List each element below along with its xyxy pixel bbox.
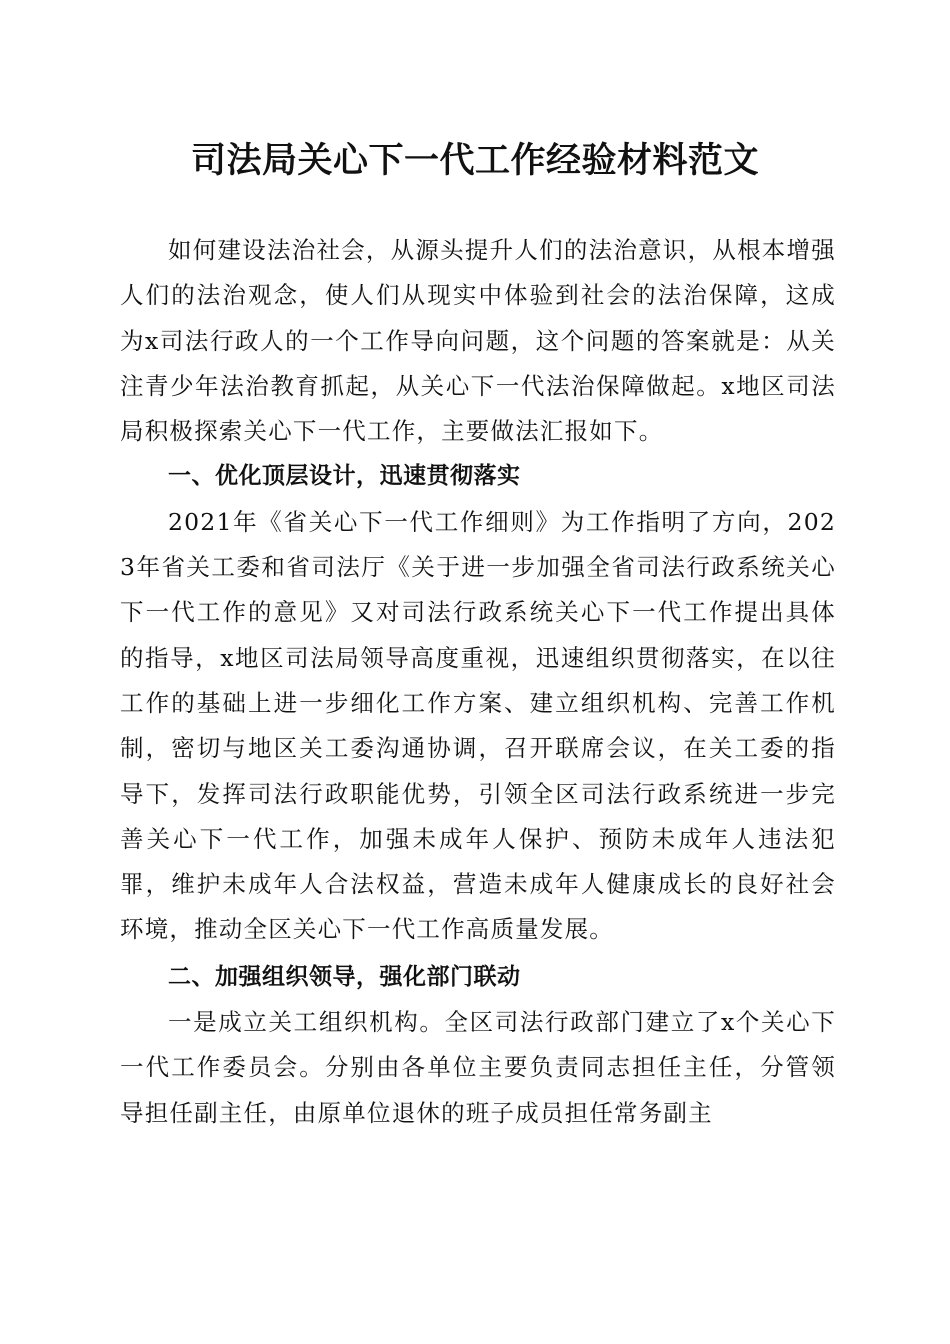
document-body — [120, 228, 836, 1136]
section-2-paragraph: 一是成立关工组织机构。全区司法行政部门建立了x个关心下一代工作委员会。分别由各单位主要负责同志担任主任，分管领导担任副主任，由原单位退休的班子成员担任常务副主 — [120, 1008, 836, 1127]
section-1-paragraph: 2021年《省关心下一代工作细则》为工作指明了方向，2023年省关工委和省司法厅《关于进一步加强全省司法行政系统关心下一代工作的意见》又对司法行政系统关心下一代工作提出具体的指导，x地区司法局领导高度重视，迅速组织贯彻落实，在以往工作的基础上进一步细化工作方案、建立组织机构、完善工作机制，密切与地区关工委沟通协调，召开联席会议，在关工委的指导下，发挥司法行政职能优势，引领全区司法行政系统进一步完善关心下一代工作，加强未成年人保护、预防未成年人违法犯罪，维护未成年人合法权益，营造未成年人健康成长的良好社会环境，推动全区关心下一代工作高质量发展。 — [120, 507, 836, 944]
document-title: 司法局关心下一代工作经验材料范文 — [190, 140, 759, 181]
intro-paragraph: 如何建设法治社会，从源头提升人们的法治意识，从根本增强人们的法治观念，使人们从现实中体验到社会的法治保障，这成为x司法行政人的一个工作导向问题，这个问题的答案就是：从关注青少年法治教育抓起，从关心下一代法治保障做起。x地区司法局积极探索关心下一代工作，主要做法汇报如下。 — [120, 236, 836, 446]
section-1-heading: 一、优化顶层设计，迅速贯彻落实 — [168, 463, 521, 490]
section-2-heading: 二、加强组织领导，强化部门联动 — [168, 963, 521, 990]
